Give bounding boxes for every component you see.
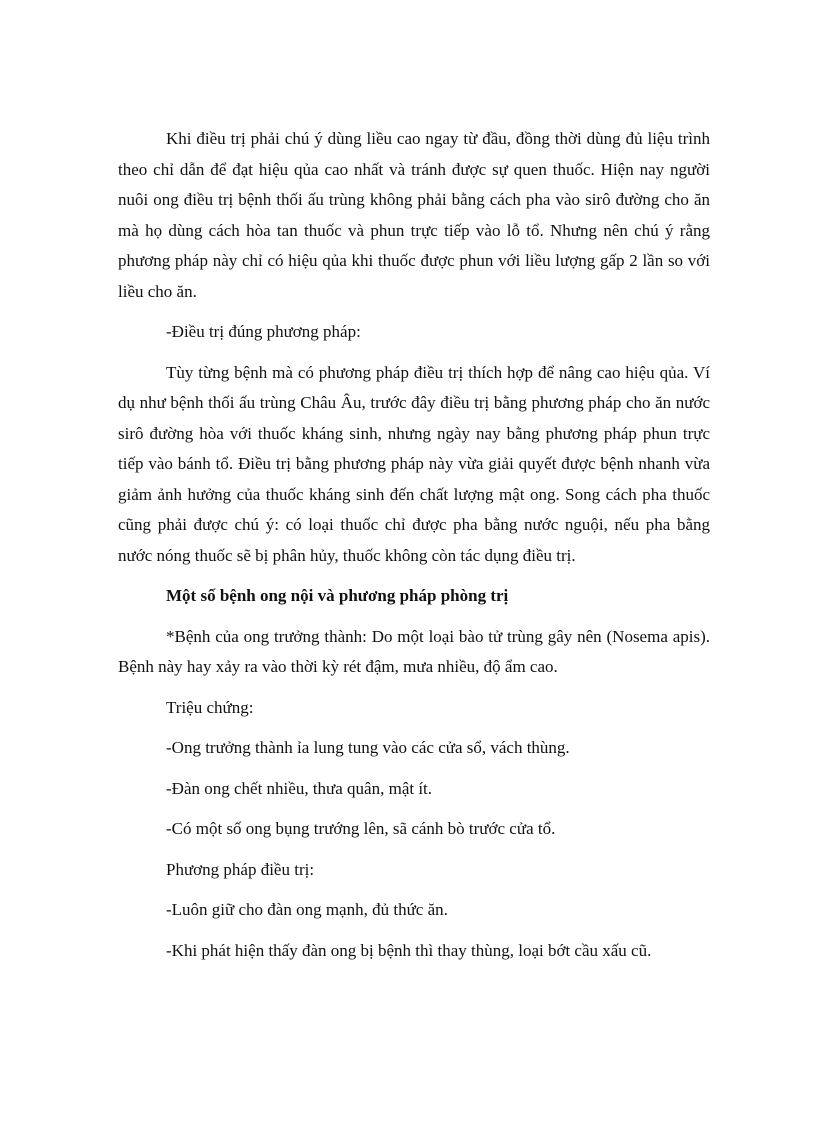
paragraph-treatment-2: -Khi phát hiện thấy đàn ong bị bệnh thì thay thùng, loại bớt cầu xấu cũ. (166, 940, 652, 960)
paragraph-symptoms-label: Triệu chứng: (166, 697, 254, 717)
paragraph-dosage-advice: Khi điều trị phải chú ý dùng liều cao ngay từ đầu, đồng thời dùng đủ liệu trình theo chỉ dẫn để đạt hiệu qủa cao nhất và tránh được sự quen thuốc. Hiện nay người nuôi ong điều trị bệnh thối ấu trùng không phải bằng cách pha vào sirô đường cho ăn mà họ dùng cách hòa tan thuốc và phun trực tiếp vào lỗ tổ. Nhưng nên chú ý rằng phương pháp này chỉ có hiệu qủa khi thuốc được phun với liều lượng gấp 2 lần so với liều cho ăn. (118, 129, 710, 301)
paragraph-symptom-3: -Có một số ong bụng trướng lên, sã cánh bò trước cửa tổ. (166, 819, 556, 838)
paragraph-symptom-1: -Ong trưởng thành ỉa lung tung vào các cửa sổ, vách thùng. (166, 738, 570, 757)
paragraph-adult-bee-disease: *Bệnh của ong trưởng thành: Do một loại bào tử trùng gây nên (Nosema apis). Bệnh này hay xảy ra vào thời kỳ rét đậm, mưa nhiều, độ ẩm cao. (118, 626, 710, 676)
section-heading: Một số bệnh ong nội và phương pháp phòng trị (166, 586, 509, 605)
paragraph-correct-method-label: -Điều trị đúng phương pháp: (166, 322, 361, 341)
paragraph-method-explanation: Tùy từng bệnh mà có phương pháp điều trị thích hợp để nâng cao hiệu qủa. Ví dụ như bệnh thối ấu trùng Châu Âu, trước đây điều trị bằng phương pháp cho ăn nước sirô đường hòa với thuốc kháng sinh, nhưng ngày nay bằng phương pháp phun trực tiếp vào bánh tổ. Điều trị bằng phương pháp này vừa giải quyết được bệnh nhanh vừa giảm ảnh hưởng của thuốc kháng sinh đến chất lượng mật ong. Song cách pha thuốc cũng phải được chú ý: có loại thuốc chỉ được pha bằng nước nguội, nếu pha bằng nước nóng thuốc sẽ bị phân hủy, thuốc không còn tác dụng điều trị. (118, 362, 710, 565)
paragraph-treatment-label: Phương pháp điều trị: (166, 859, 315, 879)
paragraph-symptom-2: -Đàn ong chết nhiều, thưa quân, mật ít. (166, 778, 433, 798)
document-body (118, 124, 710, 976)
paragraph-treatment-1: -Luôn giữ cho đàn ong mạnh, đủ thức ăn. (166, 900, 448, 919)
